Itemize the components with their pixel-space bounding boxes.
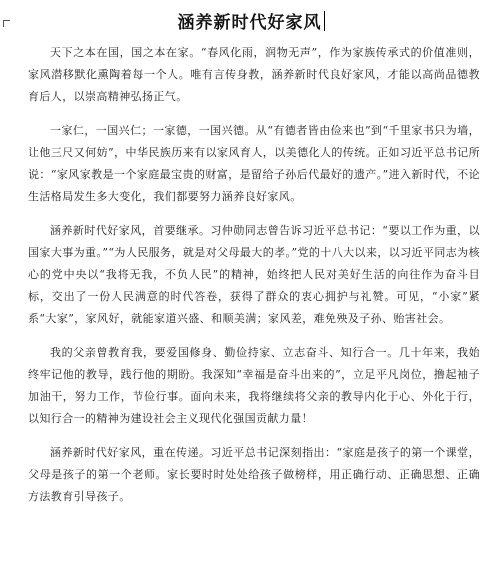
paragraph-3[interactable]: 涵养新时代好家风，首要继承。习仲勋同志曾告诉习近平总书记：“要以工作为重，以国家大事为重。”“为人民服务，就是对父母最大的孝。”党的十八大以来，以习近平同志为核心的党中央以“我将无我，不负人民”的精神，始终把人民对美好生活的向往作为奋斗目标，交出了一份人民满意的时代答卷，获得了群众的衷心拥护与礼赞。可见，“小家”紧系“大家”，家风好，就能家道兴盛、和顺美满；家风差，难免殃及子孙、贻害社会。: [28, 224, 480, 325]
text-cursor: [324, 11, 325, 31]
paragraph-5[interactable]: 涵养新时代好家风，重在传递。习近平总书记深刻指出：“家庭是孩子的第一个课堂，父母是孩子的第一个老师。家长要时时处处给孩子做榜样，用正确行动、正确思想、正确方法教育引导孩子。: [28, 446, 480, 503]
paragraph-2[interactable]: 一家仁，一国兴仁；一家德，一国兴德。从“有德者皆由俭来也”到“千里家书只为墙，让他三尺又何妨”，中华民族历来有以家风育人，以美德化人的传统。正如习近平总书记所说：“家风家教是一个家庭最宝贵的财富，是留给子孙后代最好的遗产。”进入新时代，不论生活格局发生多大变化，我们都要努力涵养良好家风。: [28, 124, 480, 203]
title-row: [0, 10, 502, 36]
paragraph-1[interactable]: 天下之本在国，国之本在家。“春风化雨，润物无声”，作为家族传承式的价值准则，家风潜移默化熏陶着每一个人。唯有言传身教，涵养新时代良好家风，才能以高尚品德教育后人，以崇高精神弘扬正气。: [28, 46, 480, 103]
paragraph-4[interactable]: 我的父亲曾教育我，要爱国修身、勤俭持家、立志奋斗、知行合一。几十年来，我始终牢记他的教导，践行他的期盼。我深知“幸福是奋斗出来的”，立足平凡岗位，撸起袖子加油干，努力工作，节俭行事。面向未来，我将继续将父亲的教导内化于心、外化于行，以知行合一的精神为建设社会主义现代化强国贡献力量！: [28, 346, 480, 425]
document-title[interactable]: 涵养新时代好家风: [177, 13, 322, 33]
document-body[interactable]: [28, 42, 480, 520]
